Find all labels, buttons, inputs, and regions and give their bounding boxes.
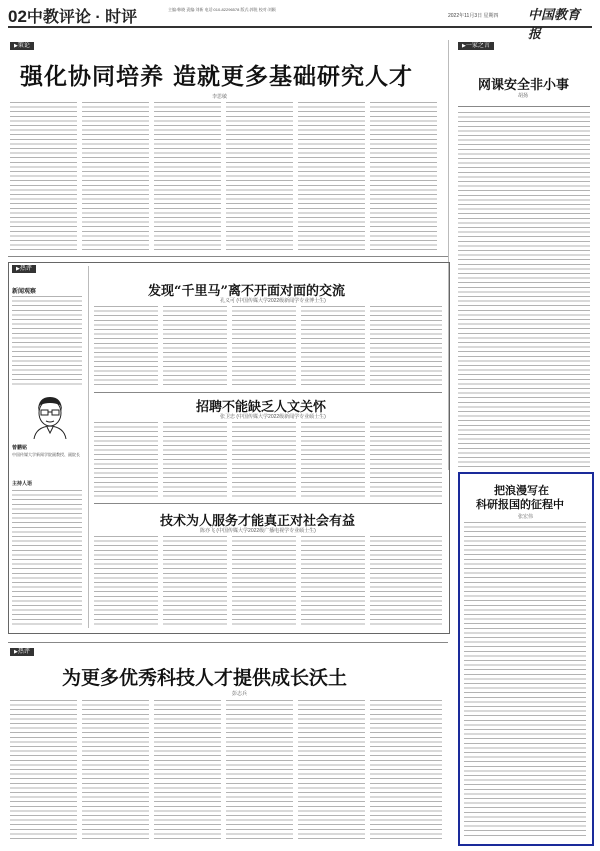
main-article-text-col-1 xyxy=(10,102,77,250)
sidebar-article-author: 胡扬 xyxy=(518,93,529,99)
forum-article-1-col-1 xyxy=(94,306,158,388)
main-article-title: 强化协同培养 造就更多基础研究人才 xyxy=(20,63,414,90)
page-header xyxy=(8,4,592,42)
bottom-article-col-6 xyxy=(370,700,442,842)
forum-article-rule-1 xyxy=(94,392,442,393)
forum-article-3-col-2 xyxy=(163,536,227,626)
main-article-text-col-2 xyxy=(82,102,149,250)
forum-tag: ▶ 热评 xyxy=(12,265,36,273)
forum-article-1-author: 孔义可 (中国传媒大学2022级新闻学专业博士生) xyxy=(220,298,326,304)
sidebar-article-text xyxy=(458,112,590,467)
page-number: 02 xyxy=(8,7,27,26)
forum-article-3-col-3 xyxy=(232,536,296,626)
bottom-article-top-rule xyxy=(8,642,448,643)
bottom-article-col-1 xyxy=(10,700,77,842)
forum-article-1-col-5 xyxy=(370,306,442,388)
newspaper-logo: 中国教育报 xyxy=(528,8,581,42)
sidebar-title-rule xyxy=(458,106,590,107)
page-section-title: 02中教评论 · 时评 xyxy=(8,7,138,26)
portrait-caption: 中国传媒大学新闻学院副教授、副院长 xyxy=(12,452,80,457)
main-article-tag: ▶ 策论 xyxy=(10,42,34,50)
main-article-text-col-5 xyxy=(298,102,365,250)
forum-inner-divider xyxy=(88,266,89,628)
forum-article-2-col-2 xyxy=(163,422,227,500)
subsection-name: 时评 xyxy=(105,9,138,26)
forum-intro-text xyxy=(12,296,82,386)
bottom-article-author: 彭志兵 xyxy=(232,691,248,697)
editor-info: 主编:韩晓 责编:刘新 电话:010-82296578 版式:郭锐 校对:刘颖 xyxy=(168,7,276,12)
forum-article-3-col-4 xyxy=(301,536,365,626)
forum-article-3-author: 陈亦飞 (中国传媒大学2022级广播电视学专业硕士生) xyxy=(200,528,316,534)
forum-article-1-title: 发现“千里马”离不开面对面的交流 xyxy=(148,284,345,299)
sidebar-tag: ▶ 一家之言 xyxy=(458,42,494,50)
forum-article-1-col-4 xyxy=(301,306,365,388)
bottom-article-title: 为更多优秀科技人才提供成长沃土 xyxy=(62,667,348,689)
main-article-text-col-4 xyxy=(226,102,293,250)
sidebar-box-author: 张宏伟 xyxy=(518,514,534,520)
forum-article-1-col-2 xyxy=(163,306,227,388)
forum-article-2-col-5 xyxy=(370,422,442,500)
sidebar-article-title: 网课安全非小事 xyxy=(478,78,570,93)
sidebar-box-text xyxy=(464,522,586,836)
forum-column-title: 新闻观察 xyxy=(12,288,37,295)
forum-article-2-title: 招聘不能缺乏人文关怀 xyxy=(196,400,327,415)
forum-article-3-col-1 xyxy=(94,536,158,626)
forum-article-2-col-1 xyxy=(94,422,158,500)
bottom-article-col-4 xyxy=(226,700,293,842)
bottom-article-col-2 xyxy=(82,700,149,842)
main-article-text-col-6 xyxy=(370,102,437,250)
main-article-text-col-3 xyxy=(154,102,221,250)
forum-article-3-title: 技术为人服务才能真正对社会有益 xyxy=(160,514,356,529)
sidebar-box-title-line-1: 把浪漫写在 xyxy=(494,484,549,497)
bottom-article-col-3 xyxy=(154,700,221,842)
main-article-author: 李思敏 xyxy=(212,94,228,100)
host-comment-text xyxy=(12,490,82,628)
forum-article-rule-2 xyxy=(94,503,442,504)
bottom-article-tag: ▶ 热评 xyxy=(10,648,34,656)
forum-article-2-author: 张卫忠 (中国传媒大学2022级新闻学专业硕士生) xyxy=(220,414,326,420)
sidebar-box-title-line-2: 科研报国的征程中 xyxy=(476,498,564,511)
host-label: 主持人语 xyxy=(12,481,33,487)
issue-date: 2022年11月3日 星期四 xyxy=(448,13,499,19)
forum-article-1-col-3 xyxy=(232,306,296,388)
forum-top-rule xyxy=(8,256,448,257)
forum-article-3-col-5 xyxy=(370,536,442,626)
section-name: 中教评论 xyxy=(26,9,91,26)
forum-article-2-col-4 xyxy=(301,422,365,500)
portrait-name: 曾鹏铭 xyxy=(12,445,28,451)
bottom-article-col-5 xyxy=(298,700,365,842)
author-portrait xyxy=(30,393,70,439)
forum-article-2-col-3 xyxy=(232,422,296,500)
